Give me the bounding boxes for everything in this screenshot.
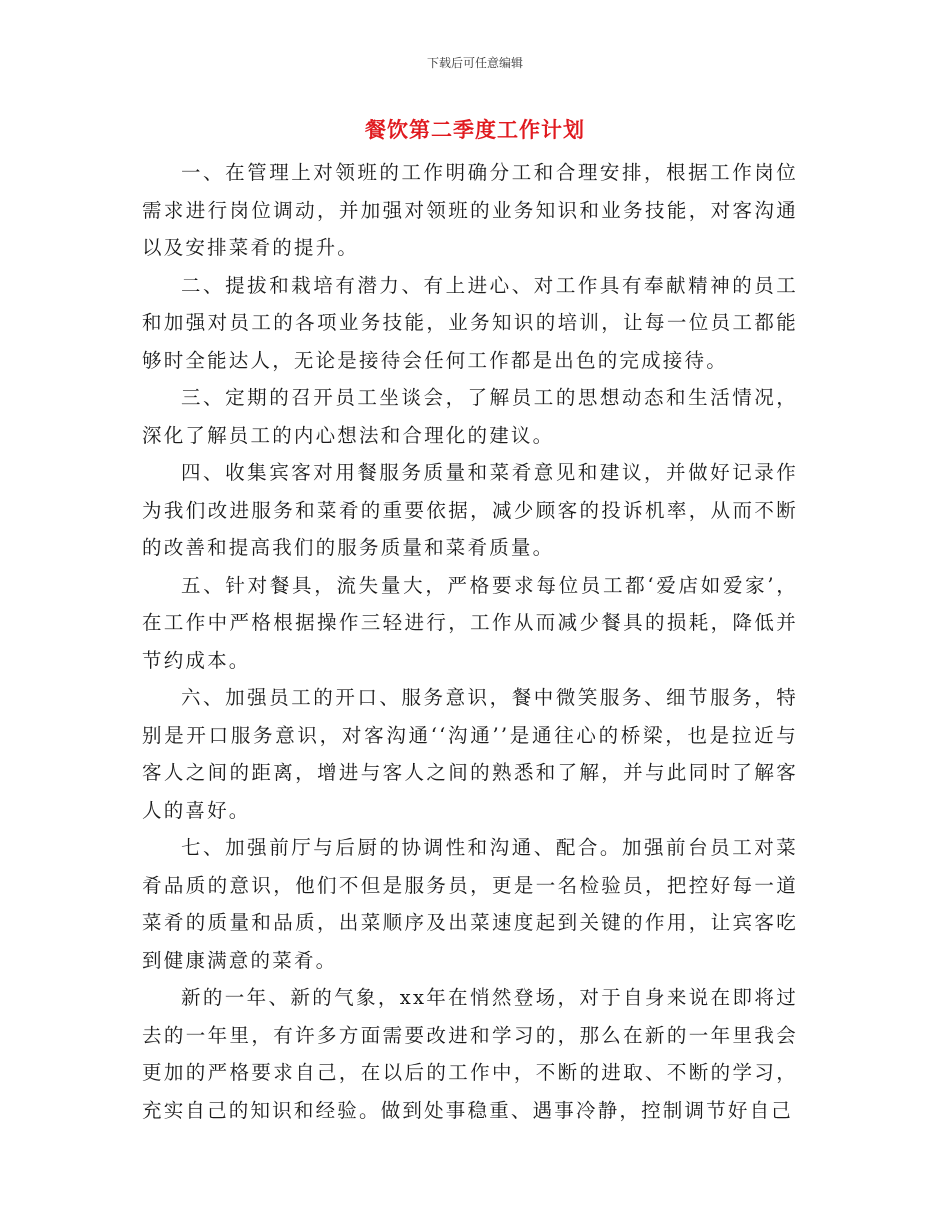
paragraph-5: 五、针对餐具，流失量大，严格要求每位员工都‘爱店如爱家’，在工作中严格根据操作三轻进行，工作从而减少餐具的损耗，降低并节约成本。	[142, 573, 798, 672]
paragraph-2: 二、提拔和栽培有潜力、有上进心、对工作具有奉献精神的员工和加强对员工的各项业务技能，业务知识的培训，让每一位员工都能够时全能达人，无论是接待会任何工作都是出色的完成接待。	[142, 273, 798, 372]
paragraph-6: 六、加强员工的开口、服务意识，餐中微笑服务、细节服务，特别是开口服务意识，对客沟通‘‘沟通’’是通往心的桥梁，也是拉近与客人之间的距离，增进与客人之间的熟悉和了解，并与此同时了解客人的喜好。	[142, 686, 798, 822]
paragraph-4: 四、收集宾客对用餐服务质量和菜肴意见和建议，并做好记录作为我们改进服务和菜肴的重要依据，减少顾客的投诉机率，从而不断的改善和提高我们的服务质量和菜肴质量。	[142, 461, 798, 559]
header-note: 下载后可任意编辑	[426, 56, 523, 70]
paragraph-3: 三、定期的召开员工坐谈会，了解员工的思想动态和生活情况，深化了解员工的内心想法和合理化的建议。	[142, 386, 798, 447]
paragraph-1: 一、在管理上对领班的工作明确分工和合理安排，根据工作岗位需求进行岗位调动，并加强对领班的业务知识和业务技能，对客沟通以及安排菜肴的提升。	[142, 161, 798, 259]
paragraph-7: 七、加强前厅与后厨的协调性和沟通、配合。加强前台员工对菜肴品质的意识，他们不但是服务员，更是一名检验员，把控好每一道菜肴的质量和品质，出菜顺序及出菜速度起到关键的作用，让宾客吃到健康满意的菜肴。	[142, 836, 798, 972]
document-body	[142, 154, 798, 1129]
paragraph-8: 新的一年、新的气象，xx年在悄然登场，对于自身来说在即将过去的一年里，有许多方面需要改进和学习的，那么在新的一年里我会更加的严格要求自己，在以后的工作中，不断的进取、不断的学习，充实自己的知识和经验。做到处事稳重、遇事冷静，控制调节好自己	[142, 986, 798, 1122]
document-title: 餐饮第二季度工作计划	[365, 117, 585, 142]
